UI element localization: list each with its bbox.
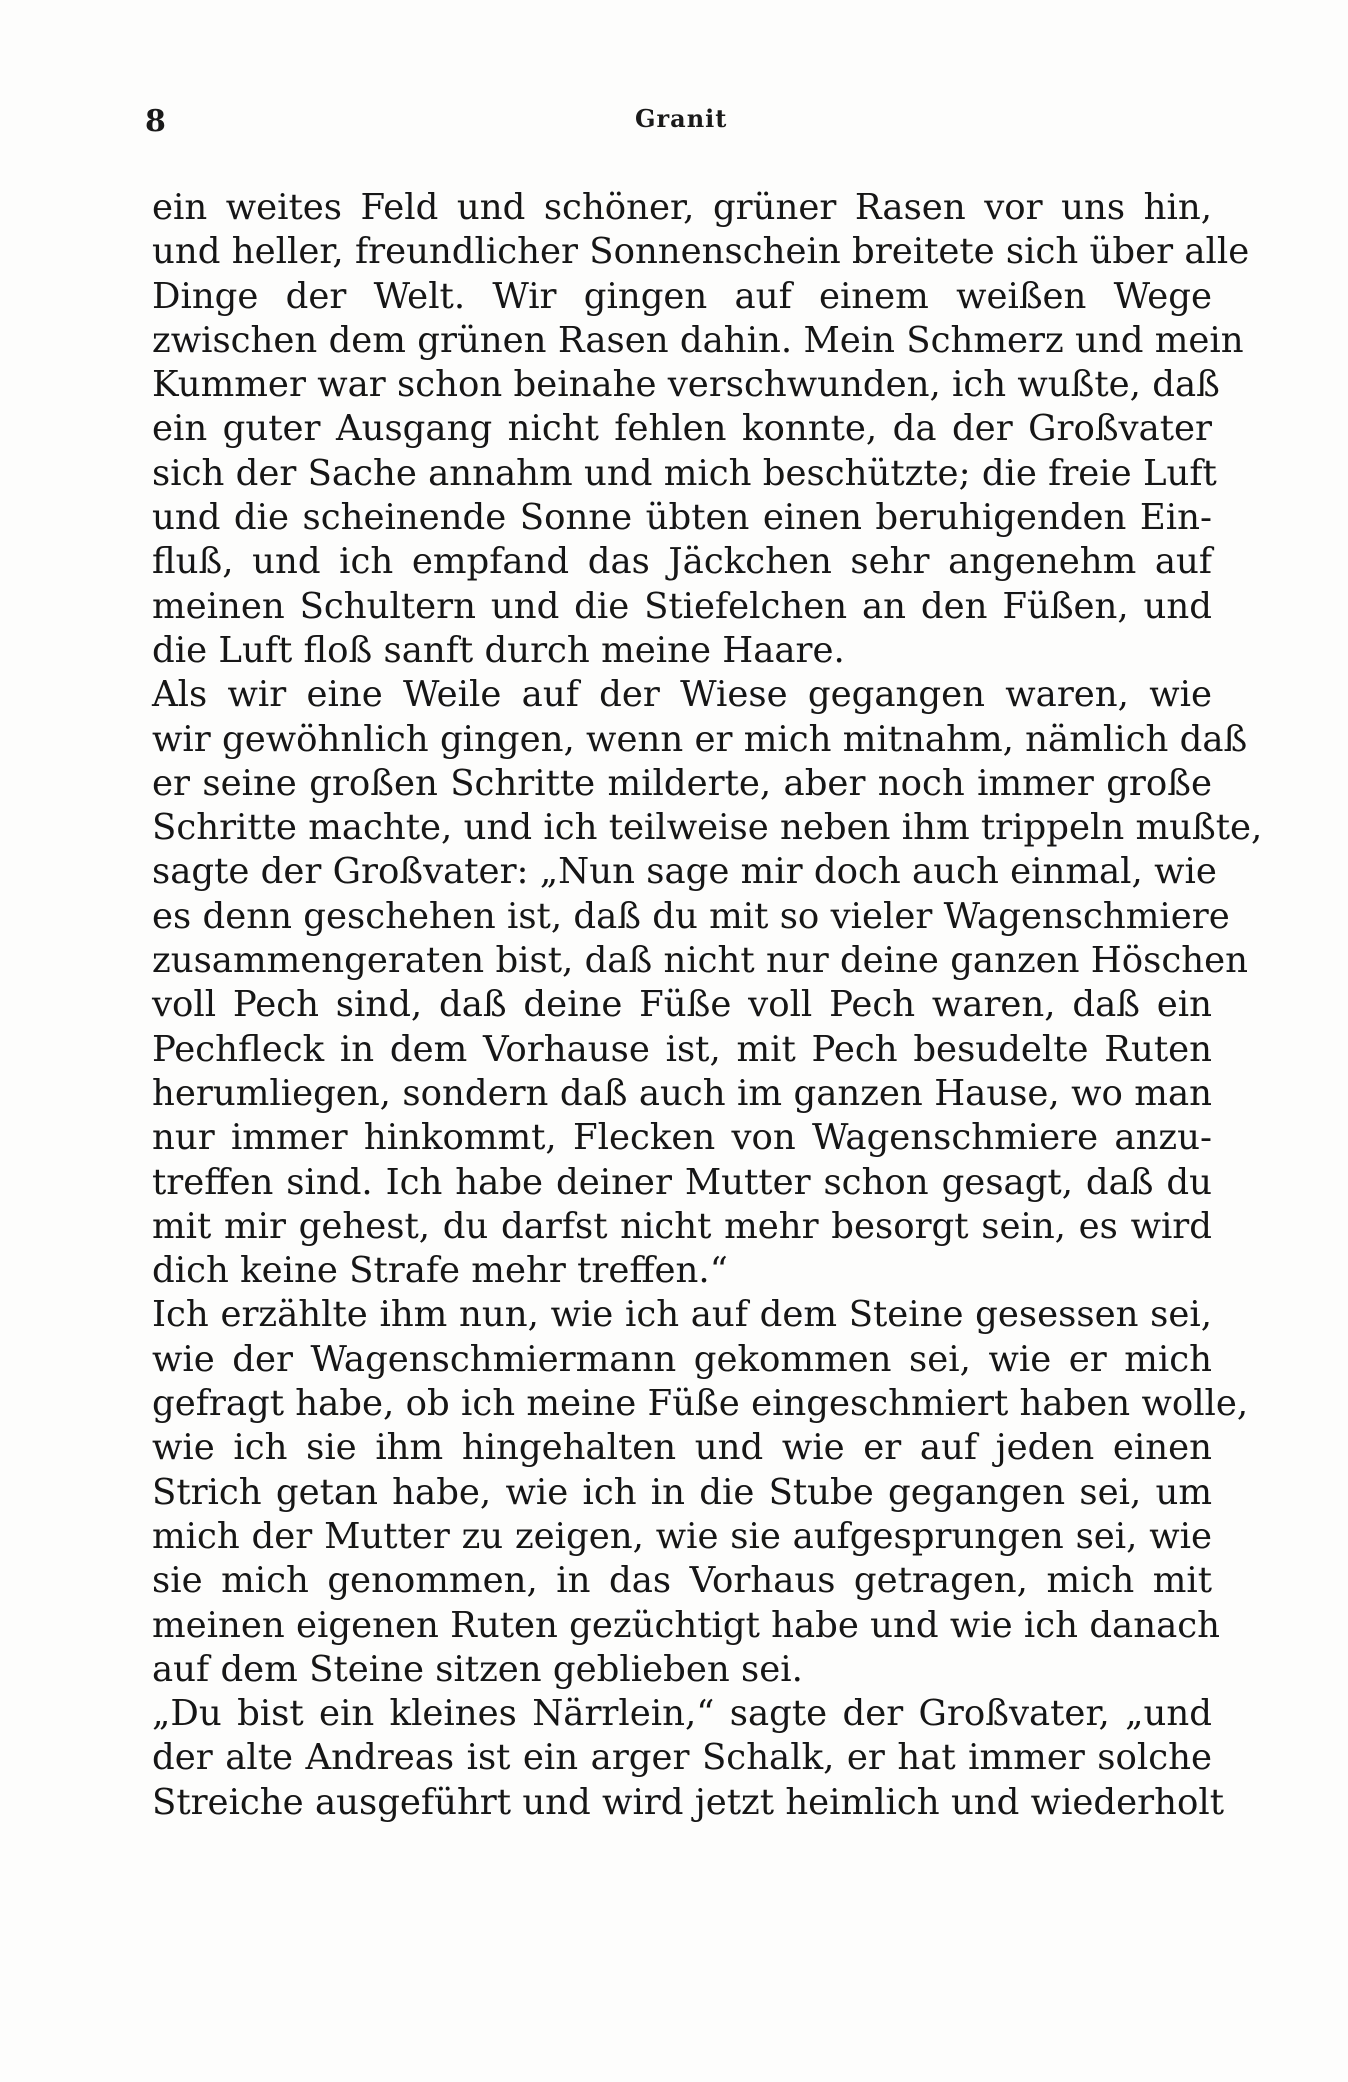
paragraph-end-line: auf dem Steine sitzen geblieben sei. xyxy=(152,1648,803,1690)
text-line: Ich erzählte ihm nun, wie ich auf dem Steine gesessen sei, xyxy=(152,1294,1212,1336)
text-line: Pechfleck in dem Vorhause ist, mit Pech besudelte Ruten xyxy=(152,1028,1212,1070)
text-line: „Du bist ein kleines Närrlein,“ sagte der Großvater, „und xyxy=(152,1693,1212,1735)
text-line: sie mich genommen, in das Vorhaus getragen, mich mit xyxy=(152,1560,1212,1602)
paragraph-end-line: dich keine Strafe mehr treffen.“ xyxy=(152,1250,728,1292)
text-line: wir gewöhnlich gingen, wenn er mich mitnahm, nämlich daß xyxy=(152,718,1248,760)
text-line: der alte Andreas ist ein arger Schalk, er hat immer solche xyxy=(152,1737,1212,1779)
text-line: ein guter Ausgang nicht fehlen konnte, da der Großvater xyxy=(152,408,1212,450)
text-line: ein weites Feld und schöner, grüner Rasen vor uns hin, xyxy=(152,187,1212,228)
body-text xyxy=(152,186,1263,1825)
text-line: Schritte machte, und ich teilweise neben ihm trippeln mußte, xyxy=(152,807,1263,849)
text-line: meinen Schultern und die Stiefelchen an den Füßen, und xyxy=(152,585,1212,627)
text-line: sich der Sache annahm und mich beschützte; die freie Luft xyxy=(152,452,1217,494)
text-line: treffen sind. Ich habe deiner Mutter schon gesagt, daß du xyxy=(152,1161,1212,1203)
text-line: es denn geschehen ist, daß du mit so vieler Wagenschmiere xyxy=(152,895,1230,937)
running-title: Granit xyxy=(635,104,728,133)
text-line: Strich getan habe, wie ich in die Stube gegangen sei, um xyxy=(152,1471,1212,1513)
text-line: wie ich sie ihm hingehalten und wie er auf jeden einen xyxy=(152,1427,1212,1469)
text-line: gefragt habe, ob ich meine Füße eingeschmiert haben wolle, xyxy=(152,1383,1249,1425)
text-line: Als wir eine Weile auf der Wiese gegangen waren, wie xyxy=(152,674,1212,716)
text-line: fluß, und ich empfand das Jäckchen sehr angenehm auf xyxy=(152,541,1212,583)
text-line: meinen eigenen Ruten gezüchtigt habe und wie ich danach xyxy=(152,1604,1220,1646)
text-line: er seine großen Schritte milderte, aber noch immer große xyxy=(152,762,1212,804)
paragraph-end-line: die Luft floß sanft durch meine Haare. xyxy=(152,629,845,671)
text-line: herumliegen, sondern daß auch im ganzen Hause, wo man xyxy=(152,1072,1212,1114)
page-header xyxy=(145,100,1205,150)
text-line: nur immer hinkommt, Flecken von Wagenschmiere anzu- xyxy=(152,1117,1212,1159)
text-line: voll Pech sind, daß deine Füße voll Pech waren, daß ein xyxy=(152,984,1212,1026)
page-number: 8 xyxy=(145,104,166,139)
text-line: und heller, freundlicher Sonnenschein breitete sich über alle xyxy=(152,231,1250,273)
text-line: mich der Mutter zu zeigen, wie sie aufgesprungen sei, wie xyxy=(152,1515,1212,1557)
text-line: Streiche ausgeführt und wird jetzt heimlich und wiederholt xyxy=(152,1781,1224,1823)
text-line: zwischen dem grünen Rasen dahin. Mein Schmerz und mein xyxy=(152,319,1244,361)
text-line: zusammengeraten bist, daß nicht nur deine ganzen Höschen xyxy=(152,940,1248,982)
text-line: sagte der Großvater: „Nun sage mir doch auch einmal, wie xyxy=(152,851,1217,893)
text-line: wie der Wagenschmiermann gekommen sei, wie er mich xyxy=(152,1338,1212,1380)
text-line: mit mir gehest, du darfst nicht mehr besorgt sein, es wird xyxy=(152,1205,1212,1247)
text-line: und die scheinende Sonne übten einen beruhigenden Ein- xyxy=(152,497,1212,539)
text-line: Dinge der Welt. Wir gingen auf einem weißen Wege xyxy=(152,275,1212,317)
text-line: Kummer war schon beinahe verschwunden, ich wußte, daß xyxy=(152,364,1220,406)
